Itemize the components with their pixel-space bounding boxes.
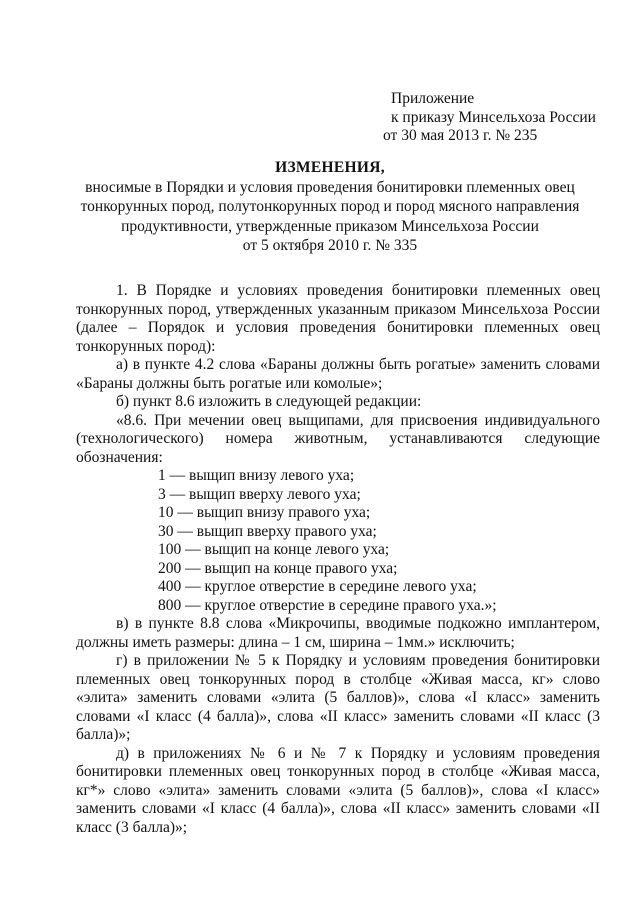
paragraph-item-8-6: «8.6. При мечении овец выщипами, для присвоения индивидуального (технологического) номера животным, устанавливаются следующие обозначения: [76, 411, 600, 466]
paragraph-item-v: в) в пункте 8.8 слова «Микрочипы, вводимые подкожно имплантером, должны иметь размеры: длина – 1 см, ширина – 1мм.» исключить; [76, 615, 600, 651]
appendix-order-date: от 30 мая 2013 г. № 235 [383, 127, 538, 144]
notch-code-item: 100 — выщип на конце левого уха; [158, 541, 390, 558]
document-title [70, 158, 590, 256]
title-heading: ИЗМЕНЕНИЯ, [275, 159, 385, 176]
notch-code-item: 200 — выщип на конце правого уха; [158, 559, 398, 577]
notch-code-item: 10 — выщип внизу правого уха; [158, 504, 371, 521]
paragraph-item-b: б) пункт 8.6 изложить в следующей редакции: [116, 393, 422, 410]
title-line-1: вносимые в Порядки и условия проведения бонитировки племенных овец [85, 178, 575, 196]
paragraph-item-a: а) в пункте 4.2 слова «Бараны должны быть рогатые» заменить словами «Бараны должны быть рогатые или комолые»; [76, 356, 600, 392]
notch-code-item: 30 — выщип вверху правого уха; [158, 522, 377, 540]
appendix-label: Приложение [391, 90, 475, 107]
paragraph-item-1: 1. В Порядке и условиях проведения бонитировки племенных овец тонкорунных пород, утвержденных указанным приказом Минсельхоза России (далее – Порядок и условия проведения бонитировки племенных овец тонкорунных пород): [76, 282, 600, 355]
title-line-4: от 5 октября 2010 г. № 335 [242, 237, 418, 254]
paragraph-item-g: г) в приложении № 5 к Порядку и условиям проведения бонитировки племенных овец тонкорунных пород в столбце «Живая масса, кг» слово «элита» заменить словами «элита (5 баллов)», слова «I класс» заменить словами «I класс (4 балла)», слова «II класс» заменить словами «II класс (3 балла)»; [76, 652, 600, 743]
title-line-2: тонкорунных пород, полутонкорунных пород и пород мясного направления [80, 198, 580, 215]
appendix-block [383, 90, 596, 146]
notch-code-item: 400 — круглое отверстие в середине левого уха; [158, 578, 477, 595]
notch-codes-list [76, 467, 600, 615]
notch-code-item: 3 — выщип вверху левого уха; [158, 485, 361, 503]
appendix-order-ref: к приказу Минсельхоза России [391, 108, 596, 126]
document-body [76, 282, 600, 837]
notch-code-item: 1 — выщип внизу левого уха; [158, 467, 355, 484]
title-line-3: продуктивности, утвержденные приказом Минсельхоза России [121, 217, 539, 235]
notch-code-item: 800 — круглое отверстие в середине правого уха.»; [158, 596, 497, 614]
paragraph-item-d: д) в приложениях № 6 и № 7 к Порядку и условиям проведения бонитировки племенных овец тонкорунных пород в столбце «Живая масса, кг*» слово «элита» заменить словами «элита (5 баллов)», слова «I класс» заменить словами «I класс (4 балла)», слова «II класс» заменить словами «II класс (3 балла)»; [76, 744, 600, 836]
